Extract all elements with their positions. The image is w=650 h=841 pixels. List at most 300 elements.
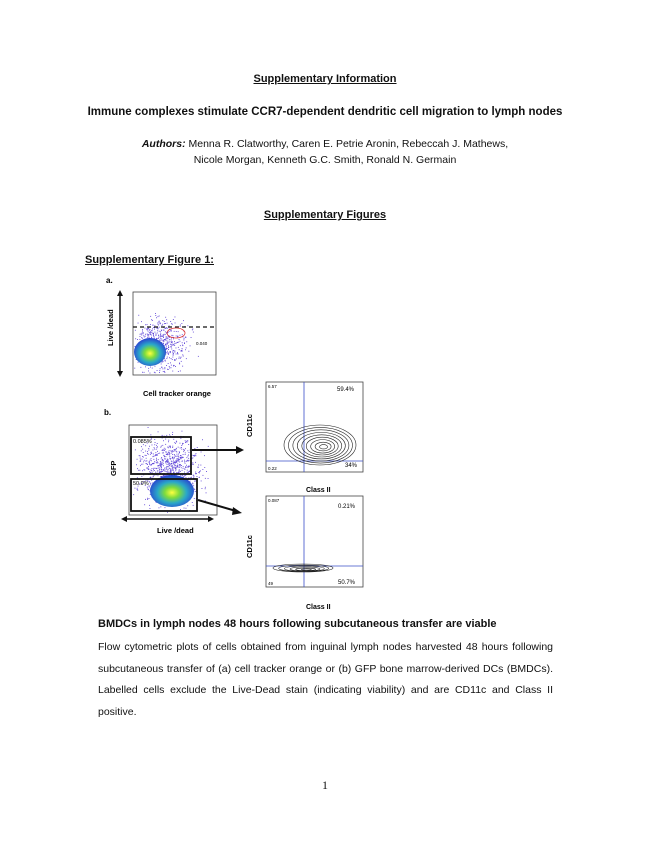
scatter-dot: [165, 328, 166, 329]
scatter-dot: [185, 442, 186, 443]
scatter-dot: [140, 465, 141, 466]
scatter-dot: [158, 459, 159, 460]
scatter-dot: [205, 478, 206, 479]
panel-a-plot: [133, 292, 216, 375]
scatter-dot: [180, 358, 181, 359]
scatter-dot: [181, 361, 182, 362]
scatter-dot: [181, 467, 182, 468]
scatter-dot: [162, 335, 163, 336]
scatter-dot: [144, 470, 145, 471]
supplementary-figures-heading: Supplementary Figures: [263, 209, 387, 221]
scatter-dot: [149, 486, 150, 487]
scatter-dot: [172, 342, 173, 343]
scatter-dot: [145, 499, 146, 500]
scatter-dot: [148, 448, 149, 449]
scatter-dot: [204, 467, 205, 468]
scatter-dot: [171, 453, 172, 454]
scatter-dot: [173, 319, 174, 320]
scatter-dot: [206, 492, 207, 493]
scatter-dot: [160, 476, 161, 477]
scatter-dot: [187, 505, 188, 506]
scatter-dot: [161, 339, 162, 340]
scatter-dot: [183, 466, 184, 467]
scatter-dot: [159, 340, 160, 341]
scatter-dot: [197, 476, 198, 477]
scatter-dot: [160, 466, 161, 467]
scatter-dot: [193, 505, 194, 506]
scatter-dot: [165, 444, 166, 445]
scatter-dot: [154, 444, 155, 445]
scatter-dot: [167, 459, 168, 460]
scatter-dot: [153, 454, 154, 455]
scatter-dot: [144, 372, 145, 373]
scatter-dot: [152, 463, 153, 464]
scatter-dot: [174, 345, 175, 346]
scatter-dot: [187, 456, 188, 457]
scatter-dot: [150, 454, 151, 455]
scatter-dot: [170, 351, 171, 352]
scatter-dot: [176, 354, 177, 355]
scatter-dot: [156, 328, 157, 329]
scatter-dot: [166, 327, 167, 328]
authors-names-1: Menna R. Clatworthy, Caren E. Petrie Aronin, Rebeccah J. Mathews,: [185, 138, 509, 150]
scatter-dot: [176, 449, 177, 450]
scatter-dot: [150, 484, 151, 485]
scatter-dot: [173, 353, 174, 354]
scatter-dot: [154, 336, 155, 337]
scatter-dot: [148, 334, 149, 335]
scatter-dot: [176, 459, 177, 460]
scatter-dot: [165, 459, 166, 460]
scatter-dot: [188, 351, 189, 352]
scatter-dot: [163, 460, 164, 461]
scatter-dot: [162, 368, 163, 369]
scatter-dot: [167, 447, 168, 448]
scatter-dot: [141, 321, 142, 322]
scatter-dot: [205, 488, 206, 489]
scatter-dot: [171, 344, 172, 345]
scatter-dot: [172, 345, 173, 346]
scatter-dot: [144, 504, 145, 505]
scatter-dot: [164, 367, 165, 368]
scatter-dot: [176, 442, 177, 443]
scatter-dot: [142, 333, 143, 334]
scatter-dot: [159, 472, 160, 473]
scatter-dot: [157, 461, 158, 462]
scatter-dot: [181, 445, 182, 446]
scatter-dot: [161, 476, 162, 477]
scatter-dot: [169, 368, 170, 369]
scatter-dot: [159, 316, 160, 317]
scatter-dot: [153, 469, 154, 470]
scatter-dot: [148, 371, 149, 372]
scatter-dot: [152, 320, 153, 321]
scatter-dot: [156, 445, 157, 446]
scatter-dot: [150, 334, 151, 335]
panel-b-arrowhead-left: [121, 516, 127, 522]
scatter-dot: [140, 336, 141, 337]
scatter-dot: [142, 449, 143, 450]
scatter-dot: [188, 455, 189, 456]
scatter-dot: [156, 335, 157, 336]
scatter-dot: [176, 460, 177, 461]
scatter-dot: [183, 457, 184, 458]
scatter-dot: [143, 332, 144, 333]
scatter-dot: [181, 350, 182, 351]
scatter-dot: [179, 464, 180, 465]
scatter-dot: [148, 427, 149, 428]
scatter-dot: [184, 461, 185, 462]
scatter-dot: [192, 502, 193, 503]
scatter-dot: [195, 472, 196, 473]
scatter-dot: [180, 341, 181, 342]
scatter-dot: [184, 450, 185, 451]
scatter-dot: [147, 324, 148, 325]
scatter-dot: [157, 454, 158, 455]
panel-b-arrowhead-right: [208, 516, 214, 522]
scatter-dot: [179, 363, 180, 364]
scatter-dot: [161, 336, 162, 337]
scatter-dot: [153, 450, 154, 451]
scatter-dot: [179, 452, 180, 453]
scatter-dot: [175, 360, 176, 361]
contour-bottom-plot: [266, 496, 363, 587]
scatter-dot: [162, 336, 163, 337]
scatter-dot: [165, 360, 166, 361]
scatter-dot: [176, 441, 177, 442]
scatter-dot: [182, 342, 183, 343]
contour-bottom-q-tr: 0.21%: [338, 504, 356, 510]
scatter-dot: [172, 468, 173, 469]
scatter-dot: [170, 321, 171, 322]
scatter-dot: [188, 458, 189, 459]
scatter-dot: [168, 469, 169, 470]
panel-a-letter: a.: [106, 276, 113, 285]
scatter-dot: [161, 458, 162, 459]
scatter-dot: [145, 328, 146, 329]
scatter-dot: [157, 443, 158, 444]
scatter-dot: [174, 442, 175, 443]
scatter-dot: [169, 446, 170, 447]
scatter-dot: [157, 451, 158, 452]
scatter-dot: [169, 339, 170, 340]
scatter-dot: [172, 359, 173, 360]
scatter-dot: [167, 352, 168, 353]
scatter-dot: [150, 324, 151, 325]
scatter-dot: [161, 446, 162, 447]
scatter-dot: [146, 463, 147, 464]
scatter-dot: [145, 451, 146, 452]
scatter-dot: [173, 460, 174, 461]
scatter-dot: [140, 334, 141, 335]
scatter-dot: [160, 463, 161, 464]
scatter-dot: [160, 368, 161, 369]
scatter-dot: [150, 331, 151, 332]
scatter-dot: [162, 453, 163, 454]
paper-title: Immune complexes stimulate CCR7-dependent dendritic cell migration to lymph nodes: [87, 106, 563, 118]
scatter-dot: [178, 460, 179, 461]
scatter-dot: [167, 460, 168, 461]
scatter-dot: [166, 471, 167, 472]
scatter-dot: [169, 450, 170, 451]
scatter-dot: [171, 323, 172, 324]
scatter-dot: [169, 452, 170, 453]
scatter-dot: [158, 453, 159, 454]
scatter-dot: [191, 337, 192, 338]
scatter-dot: [160, 461, 161, 462]
scatter-dot: [142, 456, 143, 457]
scatter-dot: [169, 325, 170, 326]
scatter-dot: [206, 471, 207, 472]
scatter-dot: [180, 325, 181, 326]
scatter-dot: [188, 461, 189, 462]
scatter-dot: [171, 335, 172, 336]
scatter-dot: [155, 452, 156, 453]
scatter-dot: [155, 442, 156, 443]
scatter-dot: [178, 456, 179, 457]
scatter-dot: [157, 446, 158, 447]
scatter-dot: [177, 465, 178, 466]
scatter-dot: [174, 360, 175, 361]
scatter-dot: [178, 371, 179, 372]
scatter-dot: [169, 454, 170, 455]
scatter-dot: [170, 447, 171, 448]
scatter-dot: [175, 461, 176, 462]
scatter-dot: [169, 465, 170, 466]
scatter-dot: [149, 463, 150, 464]
scatter-dot: [183, 356, 184, 357]
scatter-dot: [198, 356, 199, 357]
scatter-dot: [179, 451, 180, 452]
scatter-dot: [147, 467, 148, 468]
scatter-dot: [201, 481, 202, 482]
scatter-dot: [170, 468, 171, 469]
scatter-dot: [175, 470, 176, 471]
contour-top-q-tr: 59.4%: [337, 387, 355, 393]
scatter-dot: [163, 337, 164, 338]
scatter-dot: [183, 451, 184, 452]
scatter-dot: [181, 357, 182, 358]
scatter-dot: [158, 465, 159, 466]
scatter-dot: [156, 460, 157, 461]
scatter-dot: [136, 464, 137, 465]
scatter-dot: [194, 476, 195, 477]
scatter-dot: [190, 481, 191, 482]
scatter-dot: [179, 467, 180, 468]
scatter-dot: [147, 453, 148, 454]
scatter-dot: [193, 485, 194, 486]
scatter-dot: [160, 469, 161, 470]
scatter-dot: [200, 471, 201, 472]
scatter-dot: [146, 455, 147, 456]
scatter-dot: [185, 454, 186, 455]
scatter-dot: [181, 449, 182, 450]
scatter-dot: [166, 319, 167, 320]
scatter-dot: [163, 470, 164, 471]
scatter-dot: [150, 508, 151, 509]
scatter-dot: [138, 470, 139, 471]
scatter-dot: [157, 455, 158, 456]
scatter-dot: [142, 459, 143, 460]
figure-label: Supplementary Figure 1:: [85, 254, 214, 266]
scatter-dot: [172, 467, 173, 468]
scatter-dot: [154, 439, 155, 440]
scatter-dot: [178, 454, 179, 455]
scatter-dot: [171, 461, 172, 462]
scatter-dot: [208, 446, 209, 447]
scatter-dot: [169, 357, 170, 358]
scatter-dot: [173, 335, 174, 336]
scatter-dot: [147, 489, 148, 490]
scatter-dot: [149, 332, 150, 333]
scatter-dot: [174, 468, 175, 469]
scatter-dot: [170, 458, 171, 459]
scatter-dot: [145, 445, 146, 446]
scatter-dot: [135, 449, 136, 450]
scatter-dot: [208, 478, 209, 479]
scatter-dot: [154, 447, 155, 448]
scatter-dot: [156, 458, 157, 459]
scatter-dot: [179, 339, 180, 340]
scatter-dot: [148, 331, 149, 332]
scatter-dot: [164, 475, 165, 476]
scatter-dot: [157, 328, 158, 329]
scatter-dot: [171, 472, 172, 473]
scatter-dot: [170, 471, 171, 472]
scatter-dot: [154, 461, 155, 462]
scatter-dot: [149, 471, 150, 472]
scatter-dot: [159, 331, 160, 332]
scatter-dot: [163, 343, 164, 344]
scatter-dot: [176, 336, 177, 337]
scatter-dot: [151, 332, 152, 333]
scatter-dot: [149, 337, 150, 338]
scatter-dot: [183, 476, 184, 477]
scatter-dot: [158, 335, 159, 336]
panel-a-ylabel: Live /dead: [106, 309, 115, 346]
scatter-dot: [205, 487, 206, 488]
scatter-dot: [155, 332, 156, 333]
scatter-dot: [145, 336, 146, 337]
scatter-dot: [175, 450, 176, 451]
scatter-dot: [174, 351, 175, 352]
scatter-dot: [154, 449, 155, 450]
scatter-dot: [151, 452, 152, 453]
scatter-dot: [169, 462, 170, 463]
scatter-dot: [153, 463, 154, 464]
scatter-dot: [193, 455, 194, 456]
contour-top-xlabel: Class II: [306, 487, 331, 494]
scatter-dot: [145, 461, 146, 462]
scatter-dot: [171, 465, 172, 466]
scatter-dot: [159, 453, 160, 454]
scatter-dot: [163, 336, 164, 337]
scatter-dot: [169, 458, 170, 459]
scatter-dot: [169, 331, 170, 332]
scatter-dot: [184, 338, 185, 339]
scatter-dot: [172, 341, 173, 342]
scatter-dot: [180, 455, 181, 456]
scatter-dot: [166, 338, 167, 339]
contour-top-ylabel: CD11c: [245, 414, 254, 437]
scatter-dot: [166, 348, 167, 349]
scatter-dot: [151, 331, 152, 332]
scatter-dot: [147, 337, 148, 338]
panel-b-gate-top-value: 0.085%: [133, 439, 152, 445]
scatter-dot: [147, 335, 148, 336]
scatter-dot: [166, 365, 167, 366]
scatter-dot: [183, 468, 184, 469]
scatter-dot: [158, 475, 159, 476]
scatter-dot: [185, 469, 186, 470]
scatter-dot: [148, 329, 149, 330]
scatter-dot: [170, 362, 171, 363]
scatter-dot: [137, 339, 138, 340]
scatter-dot: [174, 454, 175, 455]
scatter-dot: [171, 331, 172, 332]
scatter-dot: [158, 325, 159, 326]
scatter-dot: [172, 450, 173, 451]
scatter-dot: [150, 367, 151, 368]
scatter-dot: [176, 448, 177, 449]
scatter-dot: [187, 325, 188, 326]
scatter-dot: [185, 349, 186, 350]
scatter-dot: [173, 467, 174, 468]
scatter-dot: [162, 445, 163, 446]
scatter-dot: [171, 347, 172, 348]
scatter-dot: [163, 341, 164, 342]
scatter-dot: [157, 330, 158, 331]
scatter-dot: [135, 488, 136, 489]
scatter-dot: [193, 475, 194, 476]
scatter-dot: [170, 330, 171, 331]
scatter-dot: [151, 465, 152, 466]
panel-a-xlabel: Cell tracker orange: [143, 389, 211, 398]
scatter-dot: [189, 452, 190, 453]
scatter-dot: [167, 338, 168, 339]
scatter-dot: [151, 470, 152, 471]
scatter-dot: [182, 334, 183, 335]
scatter-dot: [168, 347, 169, 348]
scatter-dot: [159, 327, 160, 328]
scatter-dot: [187, 460, 188, 461]
contour-top-q-tl: 6.57: [268, 384, 277, 389]
scatter-dot: [164, 371, 165, 372]
scatter-dot: [148, 466, 149, 467]
scatter-dot: [169, 468, 170, 469]
scatter-dot: [147, 499, 148, 500]
scatter-dot: [171, 367, 172, 368]
scatter-dot: [177, 454, 178, 455]
scatter-dot: [198, 467, 199, 468]
scatter-dot: [169, 366, 170, 367]
scatter-dot: [173, 451, 174, 452]
scatter-dot: [173, 439, 174, 440]
scatter-dot: [162, 340, 163, 341]
scatter-dot: [168, 345, 169, 346]
scatter-dot: [138, 362, 139, 363]
scatter-dot: [141, 337, 142, 338]
scatter-dot: [167, 454, 168, 455]
scatter-dot: [180, 438, 181, 439]
scatter-dot: [150, 373, 151, 374]
scatter-dot: [163, 440, 164, 441]
scatter-dot: [158, 328, 159, 329]
scatter-dot: [171, 346, 172, 347]
scatter-dot: [156, 449, 157, 450]
scatter-dot: [147, 498, 148, 499]
scatter-dot: [165, 334, 166, 335]
